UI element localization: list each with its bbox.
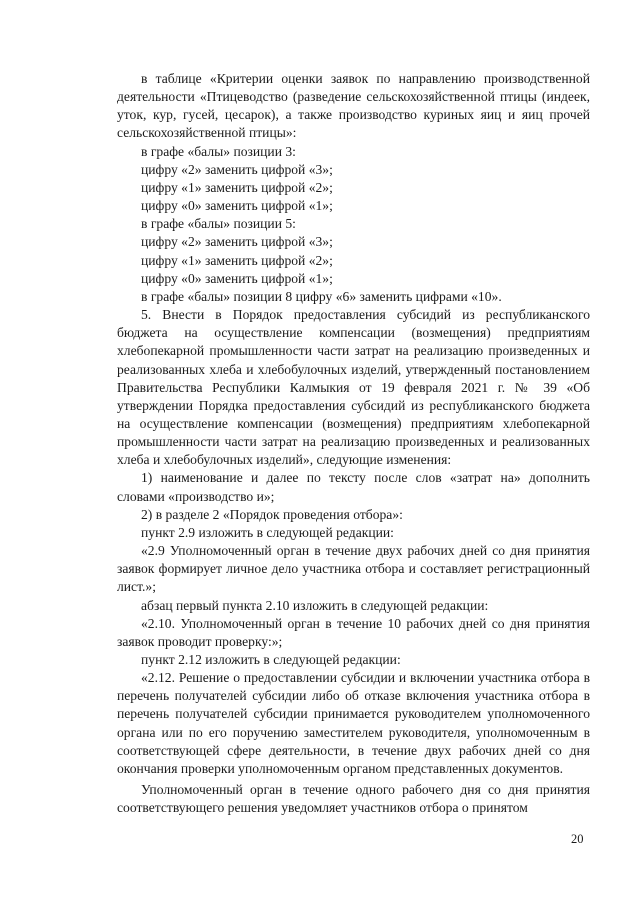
paragraph-replace-2-3-b: цифру «2» заменить цифрой «3»; <box>141 234 333 250</box>
paragraph-replace-1-2-b: цифру «1» заменить цифрой «2»; <box>141 252 333 268</box>
paragraph-column-position-8: в графе «балы» позиции 8 цифру «6» заменить цифрами «10». <box>141 288 502 304</box>
paragraph-column-position-5: в графе «балы» позиции 5: <box>141 216 296 232</box>
page-number: 20 <box>571 832 584 846</box>
paragraph-clause-2-10-intro: абзац первый пункта 2.10 изложить в следующей редакции: <box>141 597 489 613</box>
paragraph-replace-0-1-b: цифру «0» заменить цифрой «1»; <box>141 270 333 286</box>
paragraph-column-position-3: в графе «балы» позиции 3: <box>141 143 296 159</box>
paragraph-criteria-table: в таблице «Критерии оценки заявок по направлению производственной деятельности «Птицеводство (разведение сельскохозяйственной птицы (индеек, уток, кур, гусей, цесарок), а также производство куриных яиц и яиц прочей сельскохозяйственной птицы»: <box>117 71 590 141</box>
paragraph-clause-2-12: «2.12. Решение о предоставлении субсидии и включении участника отбора в перечень получателей субсидии либо об отказе включения участника отбора в перечень получателей субсидии принимается руководителем уполномоченного органа или по его поручению заместителем руководителя, уполномоченным в соответствующей сфере деятельности, в течение двух рабочих дней со дня окончания проверки уполномоченным органом представленных документов. <box>117 670 590 776</box>
paragraph-subitem-2: 2) в разделе 2 «Порядок проведения отбора»: <box>141 506 403 522</box>
document-body <box>117 70 590 817</box>
paragraph-clause-2-12-intro: пункт 2.12 изложить в следующей редакции: <box>141 652 401 667</box>
paragraph-replace-1-2-a: цифру «1» заменить цифрой «2»; <box>141 179 333 195</box>
paragraph-clause-2-9: «2.9 Уполномоченный орган в течение двух рабочих дней со дня принятия заявок формирует личное дело участника отбора и составляет регистрационный лист.»; <box>117 543 590 595</box>
paragraph-notification: Уполномоченный орган в течение одного рабочего дня со дня принятия соответствующего решения уведомляет участников отбора о принятом <box>117 782 590 816</box>
paragraph-replace-0-1-a: цифру «0» заменить цифрой «1»; <box>141 198 333 214</box>
paragraph-subitem-1: 1) наименование и далее по тексту после слов «затрат на» дополнить словами «производство и»; <box>117 470 590 504</box>
paragraph-replace-2-3-a: цифру «2» заменить цифрой «3»; <box>141 161 333 177</box>
paragraph-clause-2-10: «2.10. Уполномоченный орган в течение 10 рабочих дней со дня принятия заявок проводит проверку:»; <box>117 615 590 649</box>
paragraph-clause-2-9-intro: пункт 2.9 изложить в следующей редакции: <box>141 524 394 540</box>
paragraph-item-5: 5. Внести в Порядок предоставления субсидий из республиканского бюджета на осуществление компенсации (возмещения) предприятиям хлебопекарной промышленности части затрат на реализацию произведенных и реализованных хлеба и хлебобулочных изделий, утвержденный постановлением Правительства Республики Калмыкия от 19 февраля 2021 г. № 39 «Об утверждении Порядка предоставления субсидий из республиканского бюджета на осуществление компенсации (возмещения) предприятиям хлебопекарной промышленности части затрат на реализацию произведенных и реализованных хлеба и хлебобулочных изделий», следующие изменения: <box>117 307 590 468</box>
